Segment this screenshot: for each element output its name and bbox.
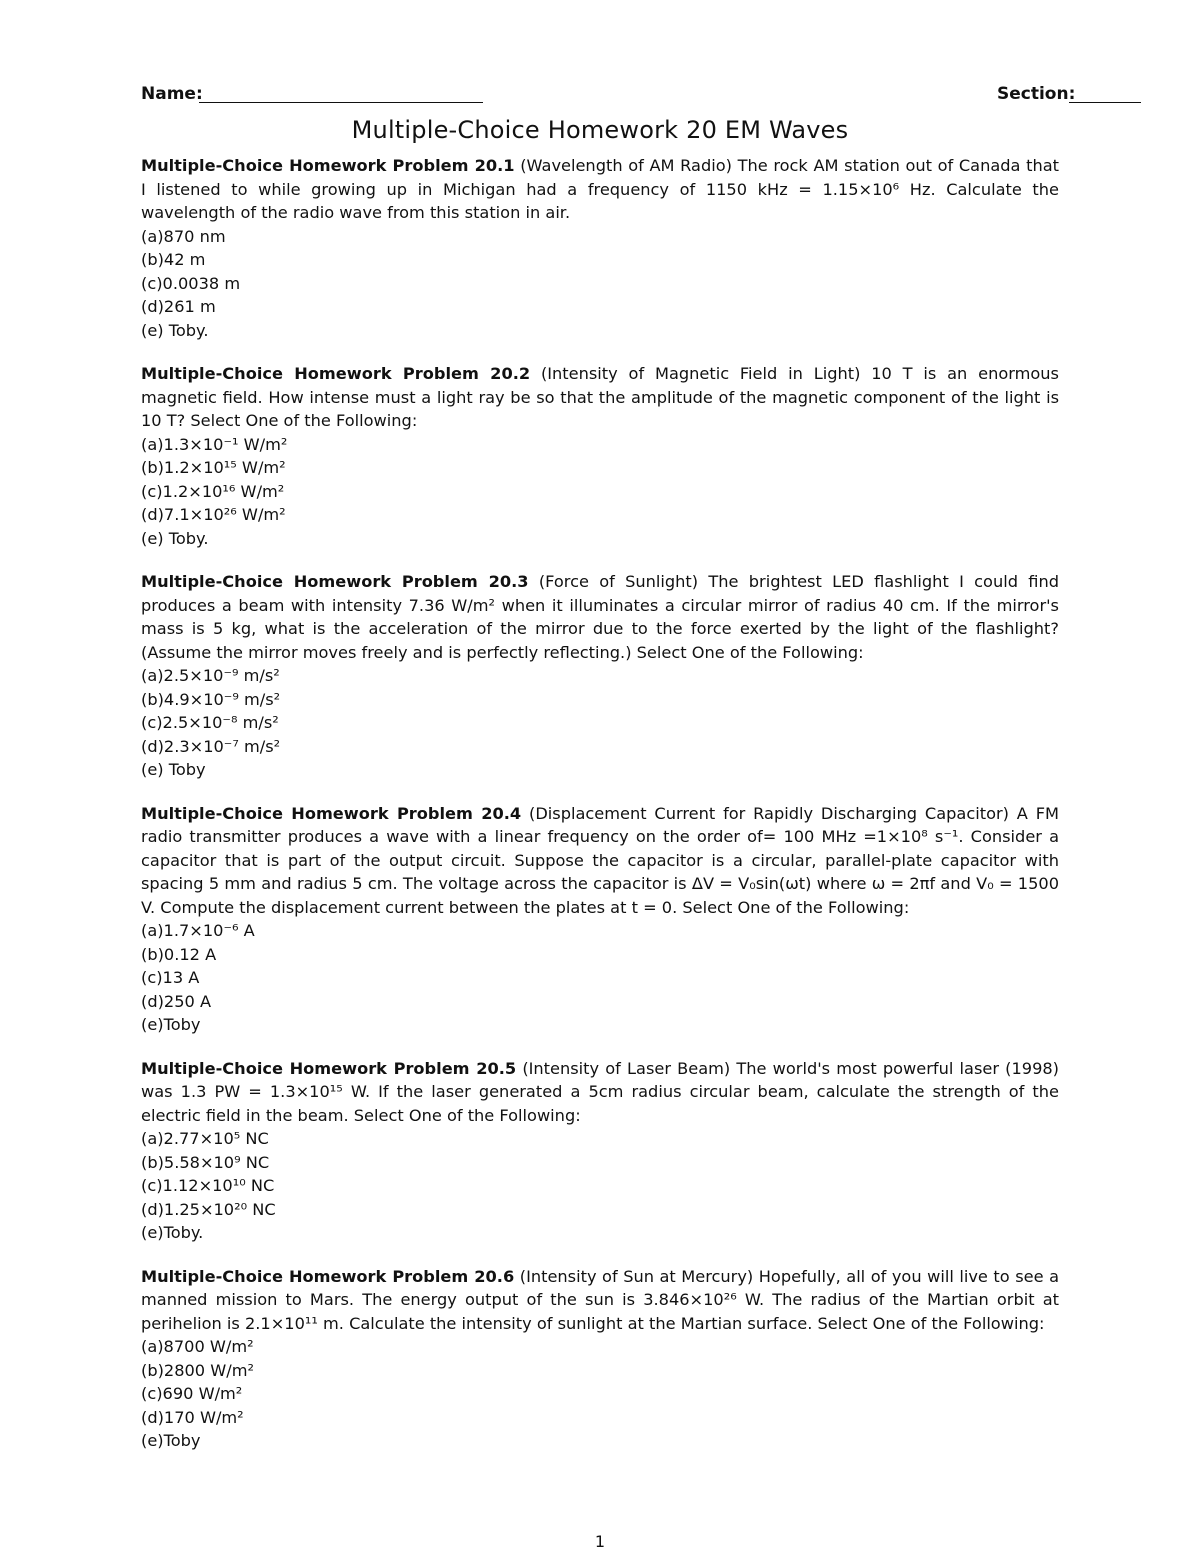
problem-statement (141, 570, 1059, 664)
problem-statement (141, 1265, 1059, 1336)
problem-statement (141, 362, 1059, 433)
option-a: (a)1.7×10⁻⁶ A (141, 921, 255, 940)
problem-20-1 (141, 154, 1059, 342)
option-a: (a)2.5×10⁻⁹ m/s² (141, 666, 280, 685)
problem-text: (Intensity of Laser Beam) The world's most powerful laser (1998) was 1.3 PW = 1.3×10¹⁵ W. If the laser generated a 5cm radius circular beam, calculate the strength of the electric field in the beam. Select One of the Following: (141, 1058, 1059, 1125)
option-e: (e)Toby. (141, 1223, 204, 1242)
option-c: (c)13 A (141, 968, 200, 987)
option-c: (c)0.0038 m (141, 273, 241, 293)
option-c: (c)2.5×10⁻⁸ m/s² (141, 713, 279, 732)
option-b: (b)0.12 A (141, 944, 217, 964)
problem-text: (Displacement Current for Rapidly Discharging Capacitor) A FM radio transmitter produces a wave with a linear frequency on the order of= 100 MHz =1×10⁸ s⁻¹. Consider a capacitor that is part of the output circuit. Suppose the capacitor is a circular, parallel-plate capacitor with spacing 5 mm and radius 5 cm. The voltage across the capacitor is ΔV = V₀sin(ωt) where ω = 2πf and V₀ = 1500 V. Compute the displacement current between the plates at t = 0. Select One of the Following: (141, 803, 1059, 917)
option-d: (d)170 W/m² (141, 1407, 244, 1427)
option-e: (e) Toby. (141, 320, 209, 340)
option-d: (d)2.3×10⁻⁷ m/s² (141, 736, 281, 756)
option-b: (b)1.2×10¹⁵ W/m² (141, 458, 286, 477)
option-a: (a)8700 W/m² (141, 1337, 254, 1356)
option-d: (d)7.1×10²⁶ W/m² (141, 505, 286, 524)
document-page (141, 80, 1076, 1473)
page-title: Multiple-Choice Homework 20 EM Waves (351, 116, 849, 144)
problem-heading: Multiple-Choice Homework Problem 20.2 (141, 364, 531, 383)
problem-text: (Intensity of Sun at Mercury) Hopefully, all of you will live to see a manned mission to Mars. The energy output of the sun is 3.846×10²⁶ W. The radius of the Martian orbit at perihelion is 2.1×10¹¹ m. Calculate the intensity of sunlight at the Martian surface. Select One of the Following: (141, 1266, 1059, 1333)
problem-heading: Multiple-Choice Homework Problem 20.5 (141, 1058, 517, 1078)
problem-heading: Multiple-Choice Homework Problem 20.1 (141, 156, 515, 175)
option-e: (e)Toby (141, 1015, 201, 1034)
problem-statement (141, 802, 1059, 920)
name-label: Name: (141, 84, 203, 104)
problem-text: (Force of Sunlight) The brightest LED flashlight I could find produces a beam with intensity 7.36 W/m² when it illuminates a circular mirror of radius 40 cm. If the mirror's mass is 5 kg, what is the acceleration of the mirror due to the force exerted by the light of the flashlight? (Assume the mirror moves freely and is perfectly reflecting.) Select One of the Following: (141, 572, 1059, 662)
option-e: (e)Toby (141, 1431, 201, 1450)
option-b: (b)4.9×10⁻⁹ m/s² (141, 689, 281, 709)
problem-text: (Intensity of Magnetic Field in Light) 10 T is an enormous magnetic field. How intense must a light ray be so that the amplitude of the magnetic component of the light is 10 T? Select One of the Following: (141, 364, 1059, 430)
problem-20-2 (141, 362, 1059, 550)
problem-20-3 (141, 570, 1059, 782)
header (141, 80, 1076, 108)
option-b: (b)5.58×10⁹ NC (141, 1152, 270, 1172)
option-a: (a)870 nm (141, 226, 226, 246)
section-label: Section: (997, 84, 1076, 104)
option-e: (e) Toby (141, 760, 206, 779)
option-c: (c)1.2×10¹⁶ W/m² (141, 481, 285, 501)
problem-20-5 (141, 1057, 1059, 1245)
option-d: (d)261 m (141, 297, 216, 316)
name-blank-line (199, 102, 483, 103)
option-a: (a)2.77×10⁵ NC (141, 1129, 269, 1148)
problem-heading: Multiple-Choice Homework Problem 20.6 (141, 1266, 515, 1286)
problem-text: (Wavelength of AM Radio) The rock AM station out of Canada that I listened to while growing up in Michigan had a frequency of 1150 kHz = 1.15×10⁶ Hz. Calculate the wavelength of the radio wave from this station in air. (141, 156, 1059, 222)
problem-heading: Multiple-Choice Homework Problem 20.3 (141, 572, 529, 591)
problem-heading: Multiple-Choice Homework Problem 20.4 (141, 803, 522, 823)
option-c: (c)690 W/m² (141, 1384, 243, 1403)
option-d: (d)1.25×10²⁰ NC (141, 1199, 276, 1219)
option-b: (b)42 m (141, 250, 206, 269)
problem-statement (141, 154, 1059, 225)
problem-20-4 (141, 802, 1059, 1037)
page-number: 1 (594, 1532, 606, 1551)
problem-20-6 (141, 1265, 1059, 1453)
section-blank-line (1069, 102, 1141, 103)
option-b: (b)2800 W/m² (141, 1360, 254, 1380)
problem-statement (141, 1057, 1059, 1128)
option-c: (c)1.12×10¹⁰ NC (141, 1176, 275, 1195)
option-a: (a)1.3×10⁻¹ W/m² (141, 434, 288, 454)
option-d: (d)250 A (141, 991, 212, 1011)
option-e: (e) Toby. (141, 528, 209, 548)
